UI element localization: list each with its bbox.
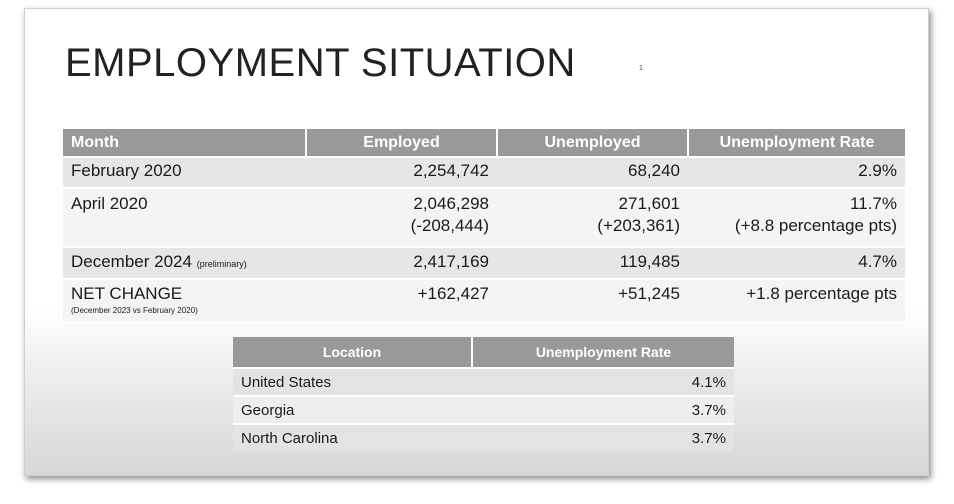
table-row [63,188,905,247]
employed-change: (-208,444) [410,216,489,235]
cell-month [63,247,306,279]
table-row [233,368,734,396]
header-unemployment-rate: Unemployment Rate [472,337,734,368]
cell-employed: 2,417,169 [306,247,497,279]
employment-table [63,129,905,321]
month-label: NET CHANGE [71,284,183,303]
table-header-row [63,129,905,157]
cell-unemployed: 68,240 [497,157,688,188]
page-title: EMPLOYMENT SITUATION [65,41,576,85]
table-row [233,424,734,451]
month-label: February 2020 [71,161,182,180]
unemployed-change: (+203,361) [597,216,680,235]
cell-location: North Carolina [233,424,472,451]
cell-unemployed: +51,245 [497,279,688,321]
unemployed-value: 271,601 [618,194,680,213]
cell-rate: 4.7% [688,247,905,279]
month-note: (December 2023 vs February 2020) [71,306,198,315]
cell-rate: 4.1% [472,368,734,396]
page-number: 1 [639,65,643,72]
table-header-row [233,337,734,368]
employed-value: 2,046,298 [413,194,489,213]
cell-unemployed: 119,485 [497,247,688,279]
cell-month [63,279,306,321]
header-unemployment-rate: Unemployment Rate [688,129,905,157]
cell-location: Georgia [233,396,472,424]
cell-employed: 2,254,742 [306,157,497,188]
cell-month [63,188,306,247]
header-employed: Employed [306,129,497,157]
cell-unemployed [497,188,688,247]
header-unemployed: Unemployed [497,129,688,157]
cell-rate [688,188,905,247]
slide [24,8,929,476]
cell-location: United States [233,368,472,396]
cell-rate: 3.7% [472,396,734,424]
month-label: December 2024 [71,252,192,271]
cell-employed [306,188,497,247]
rate-change: (+8.8 percentage pts) [734,216,897,235]
location-table [233,337,734,451]
month-label: April 2020 [71,194,148,213]
table-row [63,157,905,188]
cell-rate: +1.8 percentage pts [688,279,905,321]
header-location: Location [233,337,472,368]
table-row [63,247,905,279]
table-row [63,279,905,321]
table-row [233,396,734,424]
cell-rate: 2.9% [688,157,905,188]
cell-month [63,157,306,188]
cell-employed: +162,427 [306,279,497,321]
rate-value: 11.7% [850,194,897,213]
header-month: Month [63,129,306,157]
cell-rate: 3.7% [472,424,734,451]
month-note: (preliminary) [196,259,247,269]
